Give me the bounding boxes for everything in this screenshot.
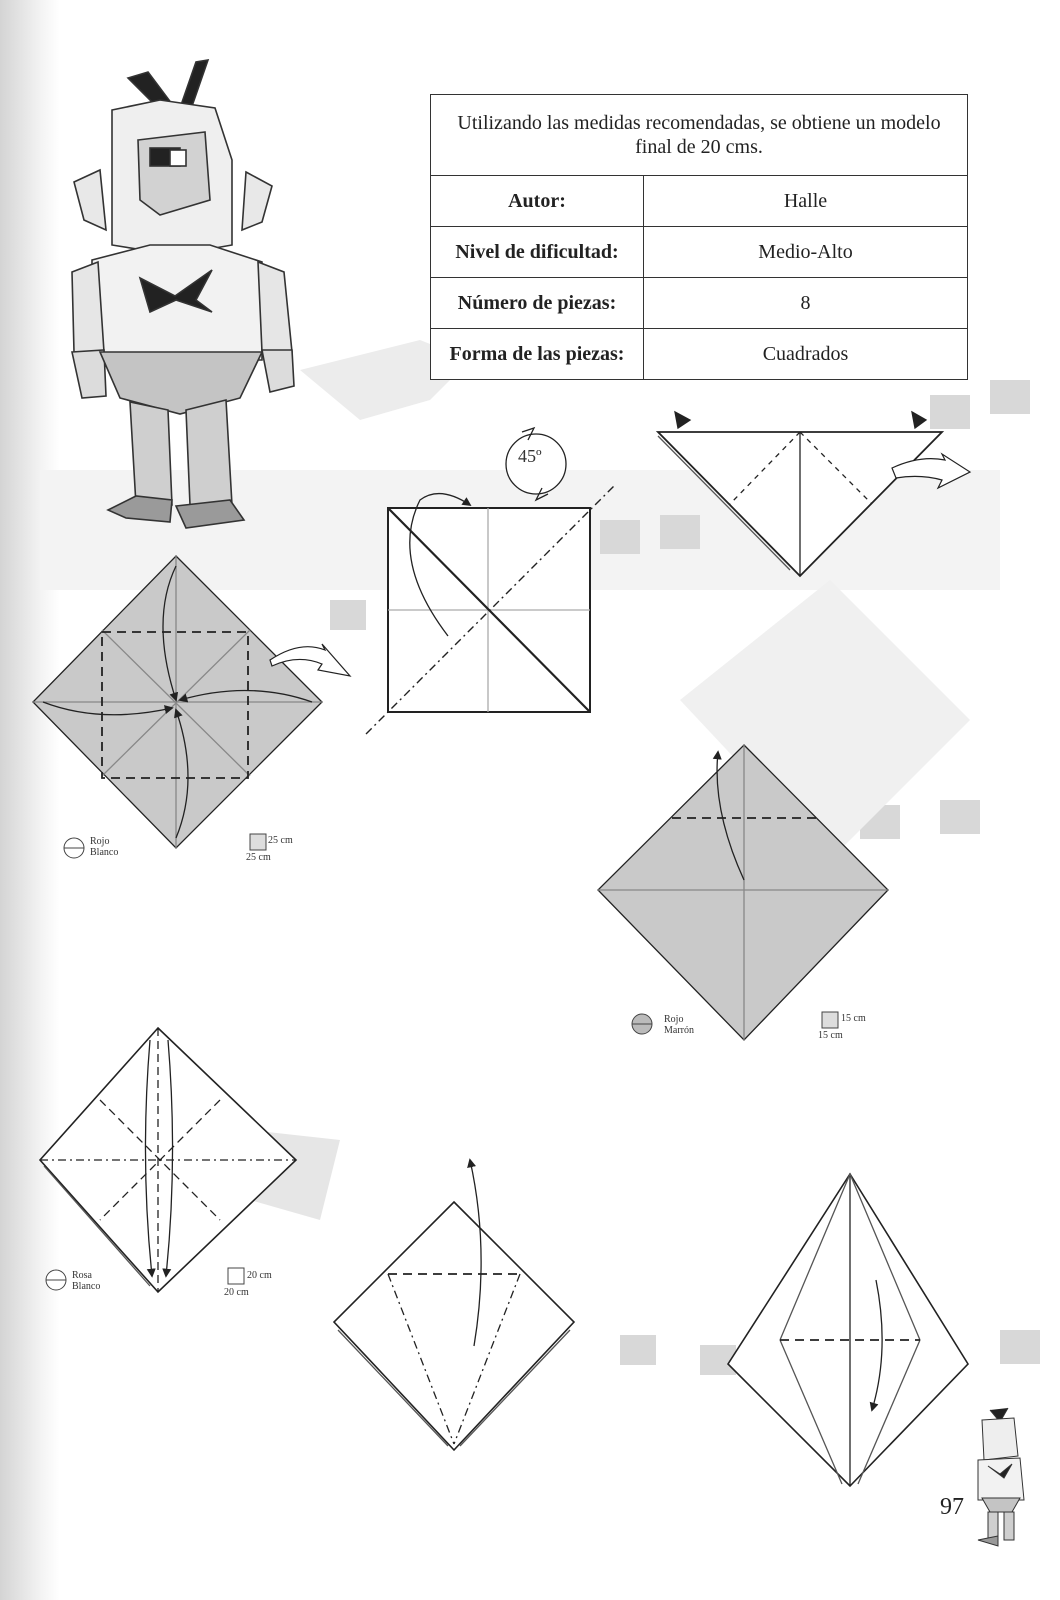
intro-text: Utilizando las medidas recomendadas, se obtiene un modelo final de 20 cms. — [431, 95, 968, 176]
belly — [100, 352, 262, 414]
shirt — [92, 245, 262, 360]
arm-left — [72, 262, 104, 352]
leg-right — [186, 400, 232, 505]
step-diamond-triangle — [334, 1160, 574, 1450]
paper-size-width-1: 25 cm — [268, 835, 293, 846]
pieces-value: 8 — [644, 278, 968, 329]
paper-color-back: Marrón — [664, 1025, 694, 1036]
ear-left — [74, 170, 106, 230]
arm-right — [258, 262, 292, 352]
paper-color-front: Rojo — [90, 836, 110, 847]
pieces-key: Número de piezas: — [431, 278, 644, 329]
small-character-icon — [978, 1408, 1024, 1546]
author-key: Autor: — [431, 176, 644, 227]
shape-value: Cuadrados — [644, 329, 968, 380]
ear-right — [242, 172, 272, 230]
nose — [138, 132, 210, 215]
difficulty-key: Nivel de dificultad: — [431, 227, 644, 278]
table-row — [431, 176, 968, 227]
character-illustration — [72, 60, 294, 528]
paper-size-height-3: 20 cm — [224, 1287, 249, 1298]
difficulty-value: Medio-Alto — [644, 227, 968, 278]
paper-color-back: Blanco — [90, 847, 119, 858]
table-row — [431, 329, 968, 380]
paper-colors-2 — [664, 1014, 694, 1036]
paper-colors-1 — [90, 836, 118, 858]
table-row — [431, 227, 968, 278]
step-gray-diamond — [33, 556, 350, 848]
author-value: Halle — [644, 176, 968, 227]
paper-size-height-2: 15 cm — [818, 1030, 843, 1041]
paper-color-back: Blanco — [72, 1281, 101, 1292]
shape-key: Forma de las piezas: — [431, 329, 644, 380]
paper-color-front: Rosa — [72, 1270, 92, 1281]
table-row — [431, 278, 968, 329]
leg-left — [130, 402, 172, 505]
hand-left — [72, 350, 106, 398]
paper-size-height-1: 25 cm — [246, 852, 271, 863]
hand-right — [262, 350, 294, 392]
step-kite — [728, 1174, 968, 1486]
info-table — [430, 94, 968, 380]
paper-colors-3 — [72, 1270, 100, 1292]
intro-row — [431, 95, 968, 176]
step-square-x — [366, 484, 616, 734]
paper-size-width-2: 15 cm — [841, 1013, 866, 1024]
step-white-diamond — [40, 1028, 296, 1292]
paper-color-front: Rojo — [664, 1014, 684, 1025]
page-number: 97 — [940, 1494, 964, 1520]
paper-size-width-3: 20 cm — [247, 1270, 272, 1281]
rotation-label: 45º — [518, 446, 542, 466]
